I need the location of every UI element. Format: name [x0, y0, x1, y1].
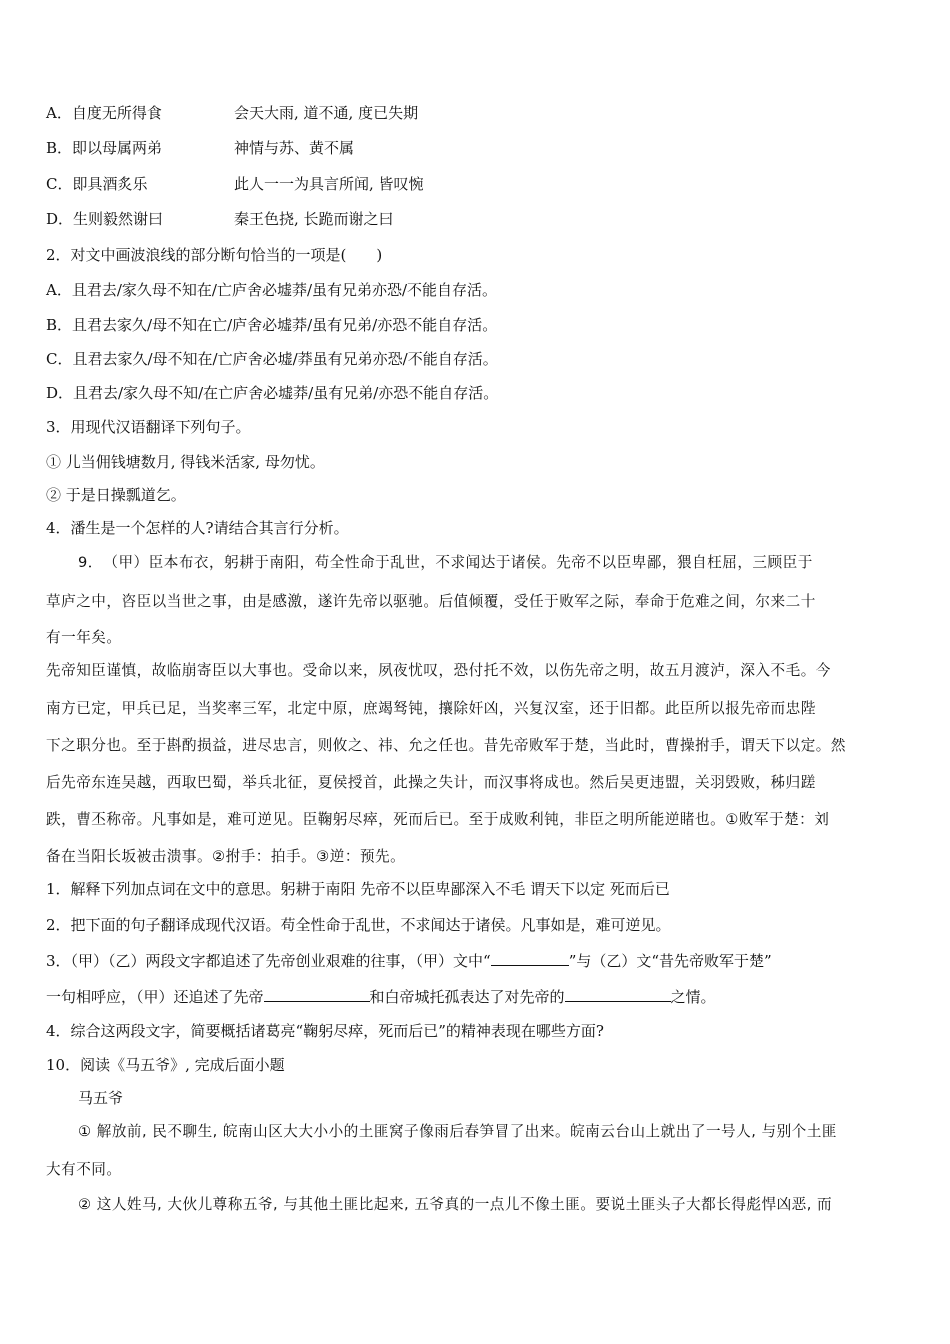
- q9-3-text-e: 之情。: [670, 988, 716, 1006]
- q1-option-c-left: C．即具酒炙乐: [46, 175, 148, 193]
- q1-option-b-right: 神情与苏、黄不属: [234, 139, 355, 157]
- q10-p1-line-2: 大有不同。: [46, 1161, 122, 1178]
- q9-3-text-b: ”与（乙）文“昔先帝败军于楚”: [568, 952, 772, 970]
- q1-option-d-left: D．生则毅然谢曰: [46, 210, 164, 228]
- q10-p2-line-1: ② 这人姓马, 大伙儿尊称五爷, 与其他土匪比起来, 五爷真的一点儿不像土匪。要说土匪头子大都长得彪悍凶恶, 而: [78, 1196, 833, 1213]
- q10-p1-line-1: ① 解放前, 民不聊生, 皖南山区大大小小的土匪窝子像雨后春笋冒了出来。皖南云台山上就出了一号人, 与别个土匪: [78, 1123, 837, 1140]
- q9-2: 2．把下面的句子翻译成现代汉语。苟全性命于乱世，不求闻达于诸侯。凡事如是，难可逆见。: [46, 916, 671, 934]
- q2-option-a: A．且君去/家久母不知在/亡庐舍必墟莽/虽有兄弟亦恐/不能自存活。: [46, 281, 498, 299]
- answer-blank-2[interactable]: [264, 987, 370, 1002]
- q2-option-c: C．且君去家久/母不知在/亡庐舍必墟/莽虽有兄弟亦恐/不能自存活。: [46, 350, 498, 368]
- passage9-line-2: 草庐之中，咨臣以当世之事，由是感激，遂许先帝以驱驰。后值倾覆，受任于败军之际，奉命于危难之间，尔来二十: [46, 593, 816, 610]
- answer-blank-3[interactable]: [565, 987, 671, 1002]
- q1-option-a-left: A．自度无所得食: [46, 104, 162, 122]
- passage9-line-7: 后先帝东连吴越，西取巴蜀，举兵北征，夏侯授首，此操之失计，而汉事将成也。然后吴更违盟，关羽毁败，秭归蹉: [46, 774, 816, 791]
- q9-1: 1．解释下列加点词在文中的意思。躬耕于南阳 先帝不以臣卑鄙深入不毛 谓天下以定 死而后已: [46, 880, 670, 898]
- answer-blank-1[interactable]: [491, 951, 569, 966]
- q9-3-line-2: [46, 986, 716, 1007]
- passage9-line-5: 南方已定，甲兵已足，当奖率三军，北定中原，庶竭驽钝，攘除奸凶，兴复汉室，还于旧都。此臣所以报先帝而忠陛: [46, 700, 816, 717]
- passage9-line-4: 先帝知臣谨慎，故临崩寄臣以大事也。受命以来，夙夜忧叹，恐付托不效，以伤先帝之明，故五月渡泸，深入不毛。今: [46, 662, 831, 679]
- q1-option-b-left: B．即以母属两弟: [46, 139, 163, 157]
- passage9-line-1: 9． （甲）臣本布衣，躬耕于南阳，苟全性命于乱世，不求闻达于诸侯。先帝不以臣卑鄙，猥自枉屈，三顾臣于: [78, 554, 813, 571]
- passage9-line-6: 下之职分也。至于斟酌损益，进尽忠言，则攸之、祎、允之任也。昔先帝败军于楚，当此时，曹操拊手，谓天下以定。然: [46, 737, 846, 754]
- q9-3-line-1: [46, 950, 772, 971]
- passage9-line-9: 备在当阳长坂被击溃事。②拊手：拍手。③逆：预先。: [46, 848, 406, 865]
- q2-option-d: D．且君去/家久母不知/在亡庐舍必墟莽/虽有兄弟/亦恐不能自存活。: [46, 384, 499, 402]
- q2-option-b: B．且君去家久/母不知在亡/庐舍必墟莽/虽有兄弟/亦恐不能自存活。: [46, 316, 498, 334]
- q9-3-text-a: 3．（甲）（乙）两段文字都追述了先帝创业艰难的往事，（甲）文中“: [46, 952, 491, 970]
- q10-stem: 10．阅读《马五爷》, 完成后面小题: [46, 1056, 285, 1074]
- passage9-line-3: 有一年矣。: [46, 629, 122, 646]
- passage9-line-8: 跌，曹丕称帝。凡事如是，难可逆见。臣鞠躬尽瘁，死而后已。至于成败利钝，非臣之明所能逆睹也。①败军于楚：刘: [46, 811, 830, 828]
- q9-4: 4．综合这两段文字，简要概括诸葛亮“鞠躬尽瘁，死而后已”的精神表现在哪些方面?: [46, 1022, 604, 1040]
- q2-stem: 2．对文中画波浪线的部分断句恰当的一项是( ): [46, 246, 383, 264]
- q3-item-1: ① 儿当佣钱塘数月, 得钱米活家, 母勿忧。: [46, 453, 325, 471]
- q10-title: 马五爷: [78, 1089, 124, 1107]
- q1-option-a-right: 会天大雨, 道不通, 度已失期: [234, 104, 419, 122]
- q1-option-c-right: 此人一一为具言所闻, 皆叹惋: [234, 175, 424, 193]
- q3-stem: 3．用现代汉语翻译下列句子。: [46, 418, 251, 436]
- q3-item-2: ② 于是日操瓢道乞。: [46, 486, 186, 504]
- q4-stem: 4．潘生是一个怎样的人?请结合其言行分析。: [46, 519, 349, 537]
- q9-3-text-d: 和白帝城托孤表达了对先帝的: [369, 988, 565, 1006]
- q9-3-text-c: 一句相呼应，（甲）还追述了先帝: [46, 988, 264, 1006]
- q1-option-d-right: 秦王色挠, 长跪而谢之曰: [234, 210, 394, 228]
